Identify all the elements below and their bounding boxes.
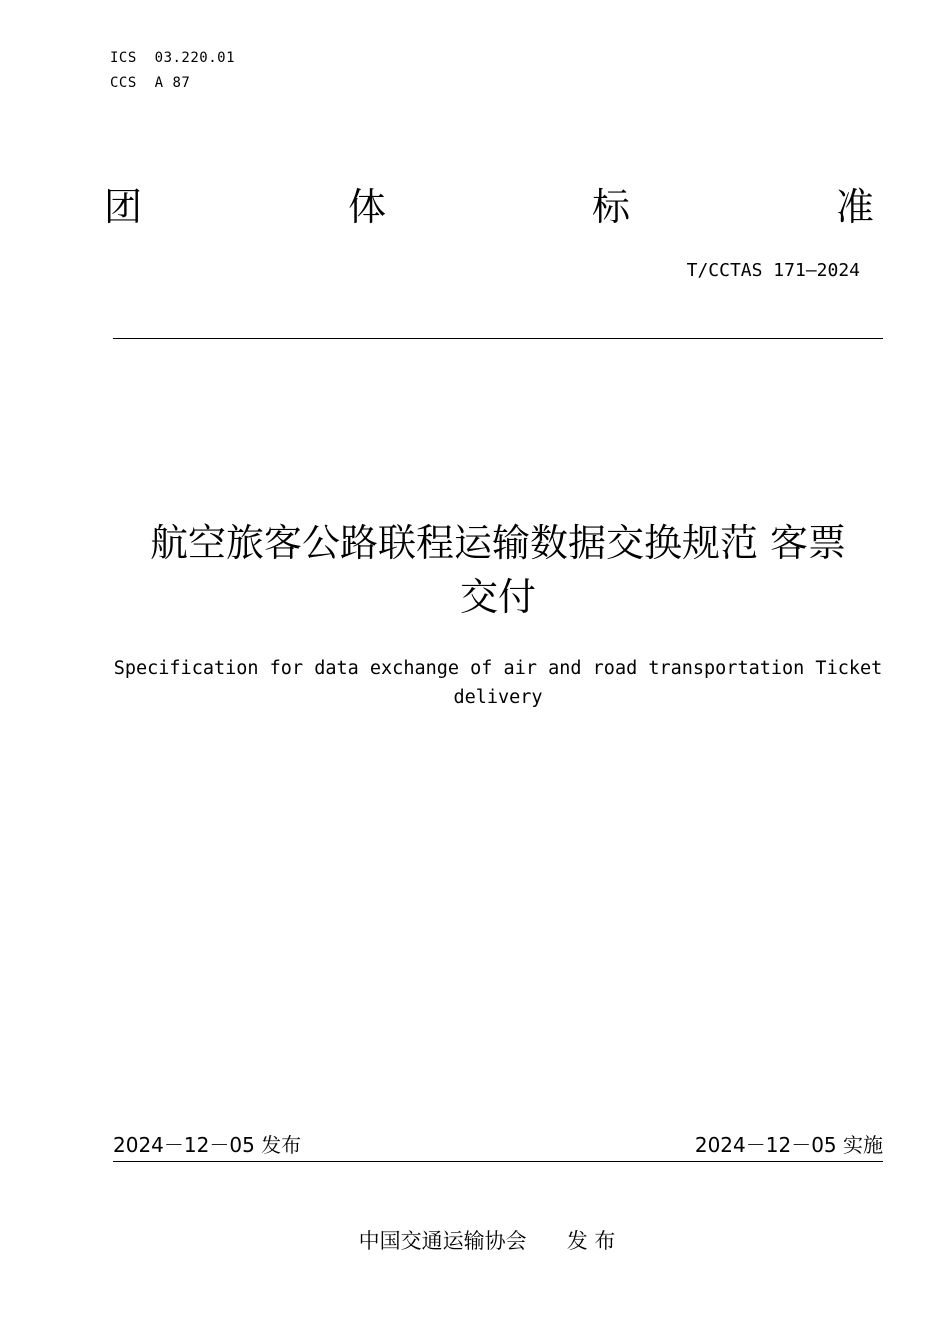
document-title-chinese xyxy=(110,516,886,624)
publisher-action: 发 布 xyxy=(566,1229,616,1253)
standard-type-char: 准 xyxy=(835,185,874,229)
title-english-line-1: Specification for data exchange of air and road transportation Ticket xyxy=(113,658,883,679)
publisher-line xyxy=(0,1226,950,1256)
title-chinese-line-1: 航空旅客公路联程运输数据交换规范 客票 xyxy=(149,521,847,565)
standard-type-heading xyxy=(104,184,874,230)
title-english-line-2: delivery xyxy=(453,687,543,708)
standard-type-char: 体 xyxy=(347,185,386,229)
publisher-organization: 中国交通运输协会 xyxy=(358,1229,527,1253)
ics-code: ICS 03.220.01 xyxy=(110,50,236,66)
implementation-date: 2024－12－05 实施 xyxy=(694,1133,883,1157)
standard-type-char: 团 xyxy=(104,185,143,229)
standard-number: T/CCTAS 171—2024 xyxy=(686,260,860,281)
standard-type-char: 标 xyxy=(591,185,630,229)
ccs-code: CCS A 87 xyxy=(110,75,191,91)
publish-date: 2024－12－05 发布 xyxy=(113,1133,302,1157)
top-divider xyxy=(113,338,883,339)
bottom-divider xyxy=(113,1161,883,1162)
title-chinese-line-2: 交付 xyxy=(459,575,536,619)
classification-codes xyxy=(110,46,235,96)
document-title-english xyxy=(108,654,888,712)
